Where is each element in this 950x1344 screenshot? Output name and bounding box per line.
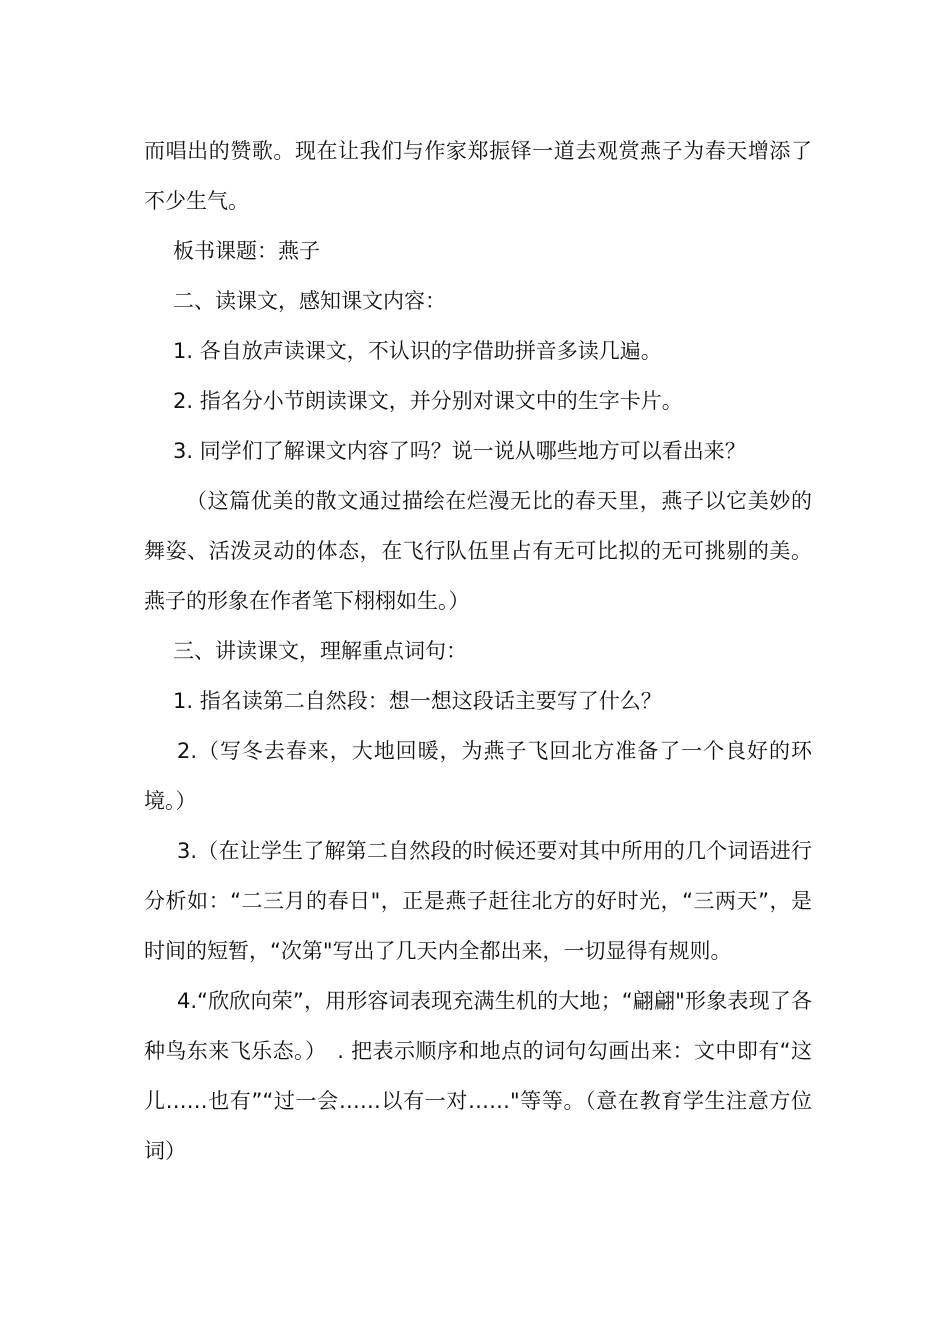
list-item-read-by-section: 2. 指名分小节朗读课文，并分别对课文中的生字卡片。 [173, 389, 683, 413]
list-item-spring-environment: 2.（写冬去春来，大地回暖，为燕子飞回北方准备了一个良好的环境。） [144, 739, 812, 813]
section-heading-read-text: 二、读课文，感知课文内容： [173, 289, 446, 313]
paragraph-answer-description: （这篇优美的散文通过描绘在烂漫无比的春天里，燕子以它美妙的舞姿、活泼灵动的体态，在飞行队伍里占有无可比拟的无可挑剔的美。燕子的形象在作者笔下栩栩如生。） [144, 489, 812, 613]
section-heading-key-phrases: 三、讲读课文，理解重点词句： [173, 639, 467, 663]
list-item-word-analysis: 3.（在让学生了解第二自然段的时候还要对其中所用的几个词语进行分析如：“二三月的春日"，正是燕子赶往北方的好时光，“三两天”，是时间的短暂，“次第"写出了几天内全都出来，一切显得有规则。 [144, 839, 812, 963]
list-item-read-aloud: 1. 各自放声读课文，不认识的字借助拼音多读几遍。 [173, 339, 662, 363]
document-page [144, 126, 812, 1176]
list-item-second-paragraph: 1. 指名读第二自然段：想一想这段话主要写了什么？ [173, 689, 662, 713]
list-item-order-and-place: 4.“欣欣向荣”，用形容词表现充满生机的大地；“翩翩"形象表现了各种鸟东来飞乐态。） . 把表示顺序和地点的词句勾画出来：文中即有“这儿……也有”“过一会……以有一对……"等等。（意在教育学生注意方位词） [144, 989, 812, 1163]
list-item-understand-content: 3. 同学们了解课文内容了吗？说一说从哪些地方可以看出来？ [173, 439, 746, 463]
paragraph-board-title: 板书课题：燕子 [173, 239, 320, 263]
paragraph-intro-continuation: 而唱出的赞歌。现在让我们与作家郑振铎一道去观赏燕子为春天增添了不少生气。 [144, 139, 812, 213]
